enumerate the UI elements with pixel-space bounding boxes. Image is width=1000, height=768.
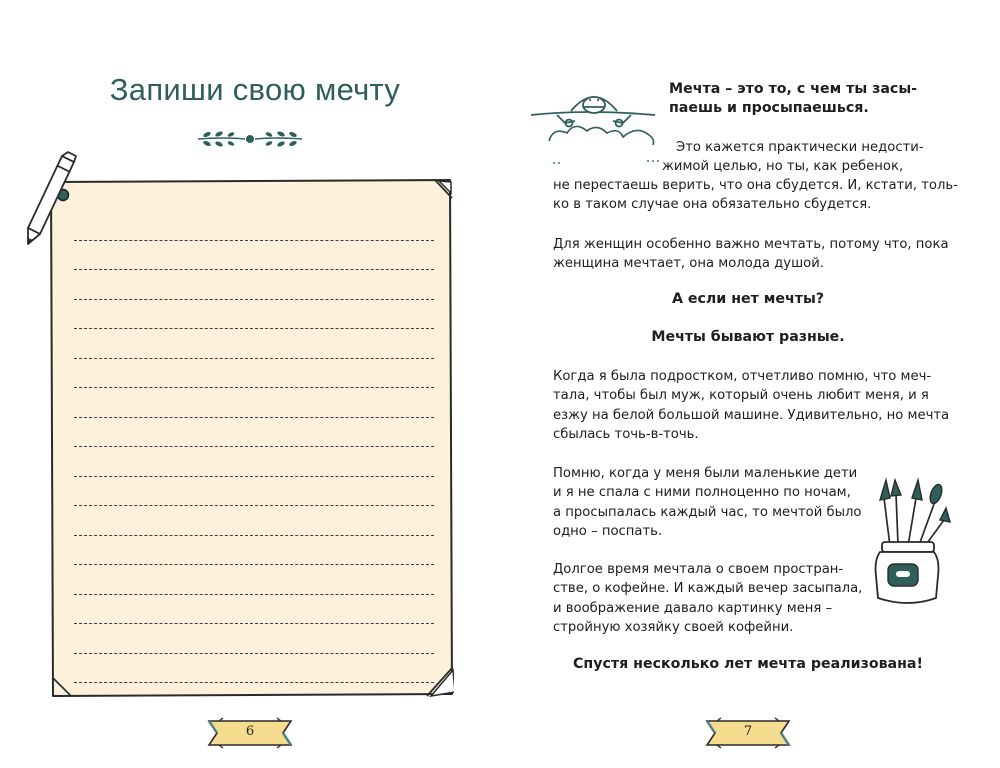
- intro-heading-line-2: паешь и просыпаешься.: [669, 100, 869, 117]
- writing-lines[interactable]: [74, 211, 434, 683]
- section-question: А если нет мечты?: [671, 291, 825, 307]
- paragraph-2: Для женщин особенно важно мечтать, потому что, пока женщина мечтает, она молода душой.: [553, 237, 949, 272]
- paint-brushes-jar-icon: [868, 476, 952, 610]
- airplane-icon: [527, 75, 662, 165]
- laurel-ornament-icon: [195, 126, 305, 152]
- writing-line[interactable]: [74, 536, 434, 566]
- writing-line[interactable]: [74, 506, 434, 536]
- paragraph-4: Помню, когда у меня были маленькие дети и я не спала с ними полноценно по ночам, а просыпалась каждый час, то мечтой было одно – поспать.: [553, 466, 862, 540]
- paragraph-5: Долгое время мечтала о своем простран- стве, о кофейне. И каждый вечер засыпала, и воображение давало картинку меня – стройную хозяйку своей кофейни.: [553, 562, 863, 636]
- intro-text-line-2: жимой целью, но ты, как ребенок,: [662, 159, 904, 174]
- writing-line[interactable]: [74, 624, 434, 654]
- writing-line[interactable]: [74, 418, 434, 448]
- page-number-left: 6: [245, 724, 255, 739]
- intro-heading: [669, 80, 969, 119]
- conclusion: Спустя несколько лет мечта реализована!: [573, 656, 923, 672]
- intro-heading-line-1: Мечта – это то, с чем ты засы-: [669, 81, 918, 97]
- writing-line[interactable]: [74, 565, 434, 595]
- writing-line[interactable]: [74, 241, 434, 271]
- writing-line[interactable]: [74, 477, 434, 507]
- writing-line[interactable]: [74, 270, 434, 300]
- writing-line[interactable]: [74, 595, 434, 625]
- writing-line[interactable]: [74, 359, 434, 389]
- section-answer: Мечты бывают разные.: [651, 329, 845, 345]
- writing-line[interactable]: [74, 300, 434, 330]
- intro-text-line-1: Это кажется практически недости-: [676, 140, 924, 155]
- page-title: Запиши свою мечту: [109, 72, 401, 107]
- paragraph-1: не перестаешь верить, что она сбудется. И, кстати, толь- ко в таком случае она обязательно сбудется.: [553, 178, 958, 213]
- writing-line[interactable]: [74, 211, 434, 241]
- page-number-right: 7: [743, 724, 753, 739]
- writing-line[interactable]: [74, 447, 434, 477]
- writing-line[interactable]: [74, 388, 434, 418]
- paragraph-3: Когда я была подростком, отчетливо помню, что меч- тала, чтобы был муж, который очень любит меня, и я езжу на белой большой машине. Удивительно, но мечта сбылась точь-в-точь.: [553, 369, 950, 443]
- writing-line[interactable]: [74, 654, 434, 684]
- pen-icon: [18, 150, 80, 246]
- writing-line[interactable]: [74, 329, 434, 359]
